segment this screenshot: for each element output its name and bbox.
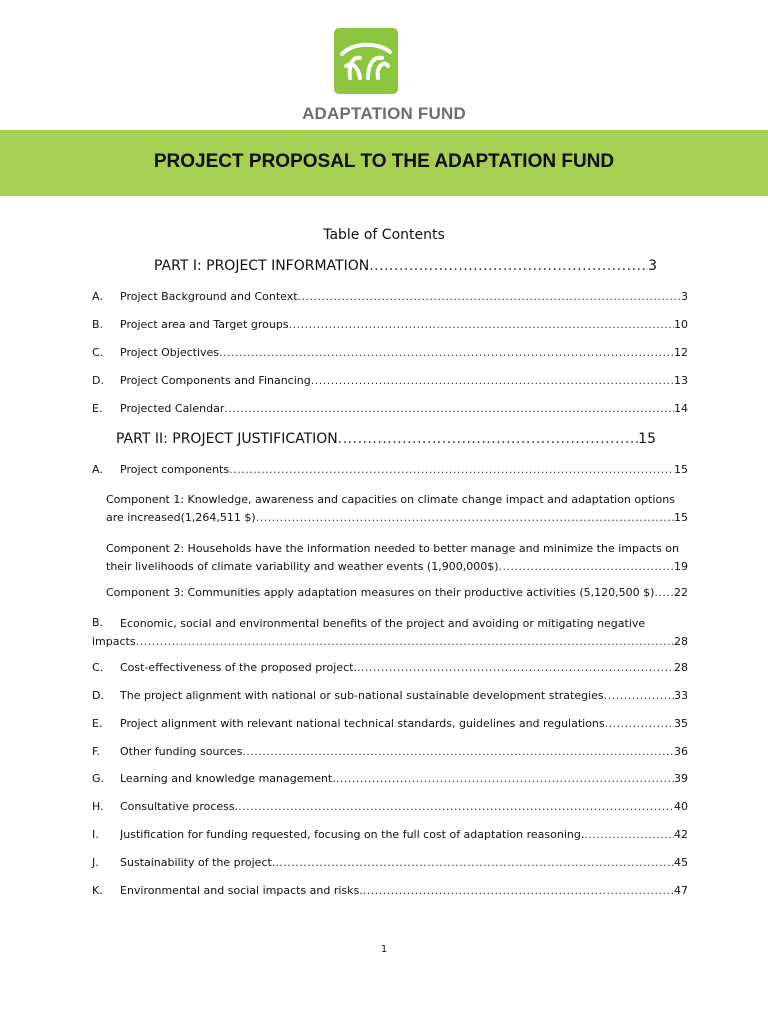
toc-part-2[interactable] — [116, 431, 656, 447]
part-page: 3 — [648, 258, 657, 274]
page-number: 1 — [380, 944, 388, 955]
toc-heading: Table of Contents — [323, 227, 445, 243]
part-title: PART II: PROJECT JUSTIFICATION — [116, 431, 338, 447]
toc-part-1[interactable] — [154, 258, 657, 274]
document-title: PROJECT PROPOSAL TO THE ADAPTATION FUND — [153, 151, 615, 172]
title-banner — [0, 130, 768, 196]
part-title: PART I: PROJECT INFORMATION — [154, 258, 370, 274]
part-page: 15 — [638, 431, 656, 447]
fountain-logo-icon — [334, 28, 398, 94]
logo-text: ADAPTATION FUND — [302, 104, 466, 123]
adaptation-fund-logo — [334, 28, 398, 94]
